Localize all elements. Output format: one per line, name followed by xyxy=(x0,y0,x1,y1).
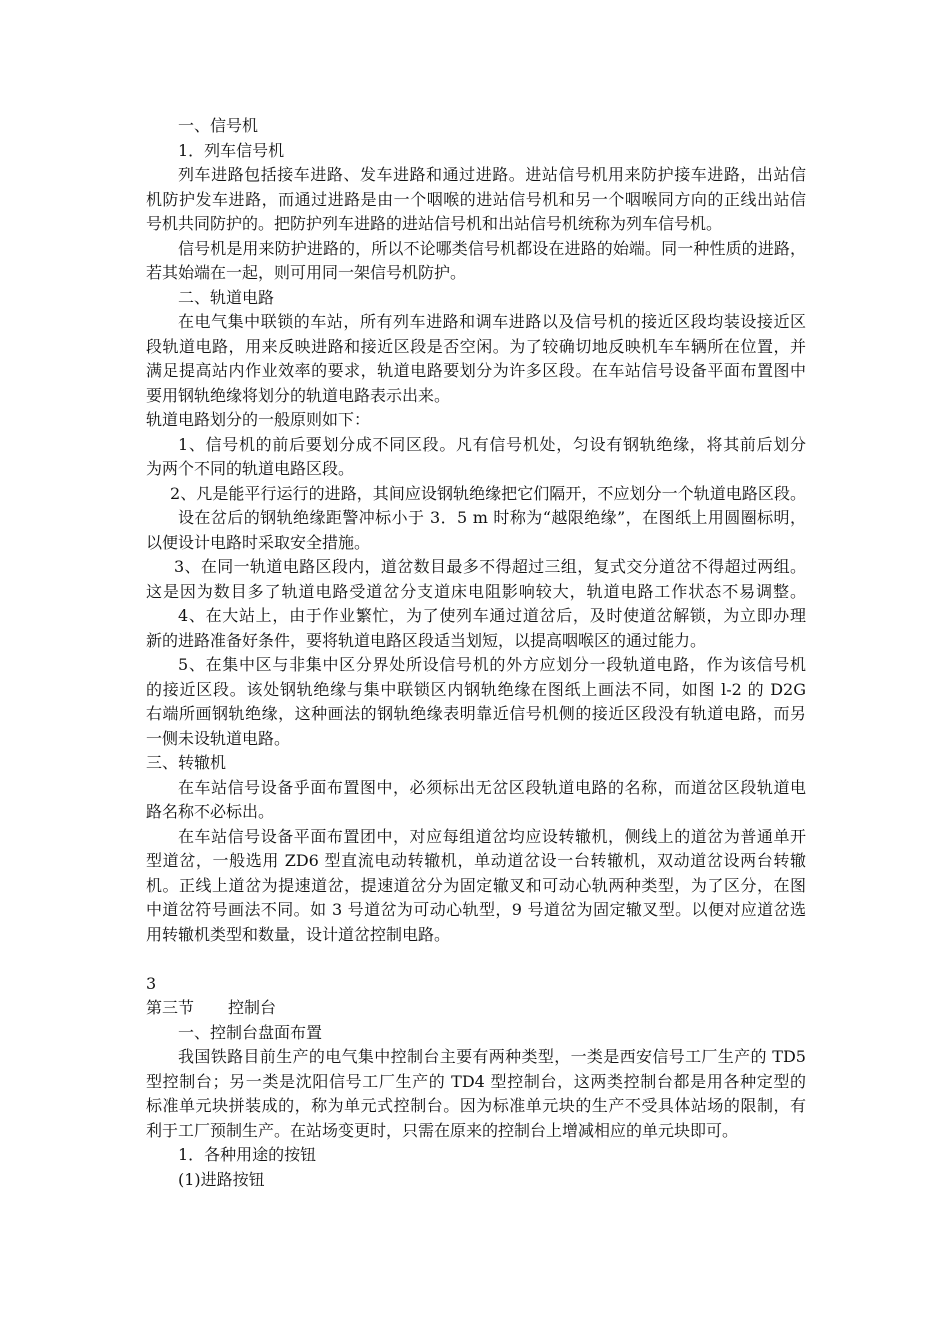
paragraph-line: 利于工厂预制生产。在站场变更时，只需在原来的控制台上增减相应的单元块即可。 xyxy=(146,1120,739,1140)
paragraph-line: 5、在集中区与非集中区分界处所设信号机的外方应划分一段轨道电路，作为该信号机 xyxy=(178,655,806,674)
paragraph-line: 以便设计电路时采取安全措施。 xyxy=(146,532,371,552)
paragraph-line: 号机共同防护的。把防护列车进路的进站信号机和出站信号机统称为列车信号机。 xyxy=(146,214,723,233)
paragraph-line: 在车站信号设备乎面布置图中，必须标出无岔区段轨道电路的名称，而道岔区段轨道电 xyxy=(178,777,806,797)
paragraph-line: 机防护发车进路，而通过进路是由一个咽喉的进站信号机和另一个咽喉同方向的正线出站信 xyxy=(146,189,806,209)
heading-signal: 一、信号机 xyxy=(178,116,259,135)
paragraph-line: 轨道电路划分的一般原则如下： xyxy=(146,410,371,429)
paragraph-line: 的接近区段。该处钢轨绝缘与集中联锁区内钢轨绝缘在图纸上画法不同，如图 l-2 的 D2G xyxy=(146,679,806,699)
subheading-train-signal: 1．列车信号机 xyxy=(178,140,285,160)
subheading-buttons: 1．各种用途的按钮 xyxy=(178,1145,317,1164)
paragraph-line: 路名称不必标出。 xyxy=(146,802,275,821)
paragraph-line: 列车进路包括接车进路、发车进路和通过进路。进站信号机用来防护接车进路，出站信 xyxy=(178,165,806,184)
paragraph-line: 要用钢轨绝缘将划分的轨道电路表示出来。 xyxy=(146,385,451,405)
paragraph-line: 设在岔后的钢轨绝缘距警冲标小于 3．5 m 时称为“越限绝缘”，在图纸上用圆圈标明， xyxy=(178,508,806,527)
heading-track-circuit: 二、轨道电路 xyxy=(178,287,275,307)
paragraph-line: 用转辙机类型和数量，设计道岔控制电路。 xyxy=(146,924,451,944)
paragraph-line: 3、在同一轨道电路区段内，道岔数目最多不得超过三组，复式交分道岔不得超过两组。 xyxy=(174,557,806,576)
paragraph-line: 一侧未设轨道电路。 xyxy=(146,728,291,748)
section-number: 第三节 xyxy=(146,998,195,1017)
paragraph-line: 标准单元块拼装成的，称为单元式控制台。因为标准单元块的生产不受具体站场的限制，有 xyxy=(146,1096,806,1115)
paragraph-line: 满足提高站内作业效率的要求，轨道电路要划分为许多区段。在车站信号设备平面布置图中 xyxy=(146,361,806,380)
paragraph-line: 1、信号机的前后要划分成不同区段。凡有信号机处，匀设有钢轨绝缘，将其前后划分 xyxy=(178,434,806,454)
paragraph-line: 在车站信号设备平面布置团中，对应每组道岔均应设转辙机，侧线上的道岔为普通单开 xyxy=(178,826,806,846)
paragraph-line: 我国铁路目前生产的电气集中控制台主要有两种类型，一类是西安信号工厂生产的 TD5 xyxy=(178,1047,806,1066)
paragraph-line: 右端所画钢轨绝缘，这种画法的钢轨绝缘表明靠近信号机侧的接近区段没有轨道电路，而另 xyxy=(146,704,806,723)
paragraph-line: 中道岔符号画法不同。如 3 号道岔为可动心轨型，9 号道岔为固定辙叉型。以便对应道岔选 xyxy=(146,900,806,919)
subheading-route-button: (1)进路按钮 xyxy=(178,1169,265,1189)
paragraph-line: 信号机是用来防护进路的，所以不论哪类信号机都设在进路的始端。同一种性质的进路， xyxy=(178,238,806,258)
paragraph-line: 若其始端在一起，则可用同一架信号机防护。 xyxy=(146,263,467,282)
paragraph-line: 新的进路准备好条件，要将轨道电路区段适当划短，以提高咽喉区的通过能力。 xyxy=(146,630,707,650)
paragraph-line: 这是因为数目多了轨道电路受道岔分支道床电阻影响较大，轨道电路工作状态不易调整。 xyxy=(146,581,806,601)
paragraph-line: 型控制台；另一类是沈阳信号工厂生产的 TD4 型控制台，这两类控制台都是用各种定型的 xyxy=(146,1071,806,1091)
paragraph-line: 4、在大站上，由于作业繁忙，为了使列车通过道岔后，及时使道岔解锁，为立即办理 xyxy=(178,606,806,625)
section-name: 控制台 xyxy=(228,998,277,1017)
paragraph-line: 为两个不同的轨道电路区段。 xyxy=(146,459,355,478)
section-title xyxy=(146,996,806,1021)
paragraph-line: 2、凡是能平行运行的进路，其间应设钢轨绝缘把它们隔开，不应划分一个轨道电路区段。 xyxy=(170,483,806,503)
paragraph-line: 段轨道电路，用来反映进路和接近区段是否空闲。为了较确切地反映机车车辆所在位置，并 xyxy=(146,336,806,356)
page-number: 3 xyxy=(146,973,157,993)
paragraph-line: 在电气集中联锁的车站，所有列车进路和调车进路以及信号机的接近区段均装设接近区 xyxy=(178,312,806,331)
heading-console-layout: 一、控制台盘面布置 xyxy=(178,1022,323,1042)
paragraph-line: 型道岔，一般选用 ZD6 型直流电动转辙机，单动道岔设一台转辙机，双动道岔设两台转辙 xyxy=(146,851,806,870)
document-body xyxy=(146,114,806,1192)
heading-switch-machine: 三、转辙机 xyxy=(146,753,227,772)
paragraph-line: 机。正线上道岔为提速道岔，提速道岔分为固定辙叉和可动心轨两种类型，为了区分，在图 xyxy=(146,875,806,895)
blank-line xyxy=(146,947,806,972)
